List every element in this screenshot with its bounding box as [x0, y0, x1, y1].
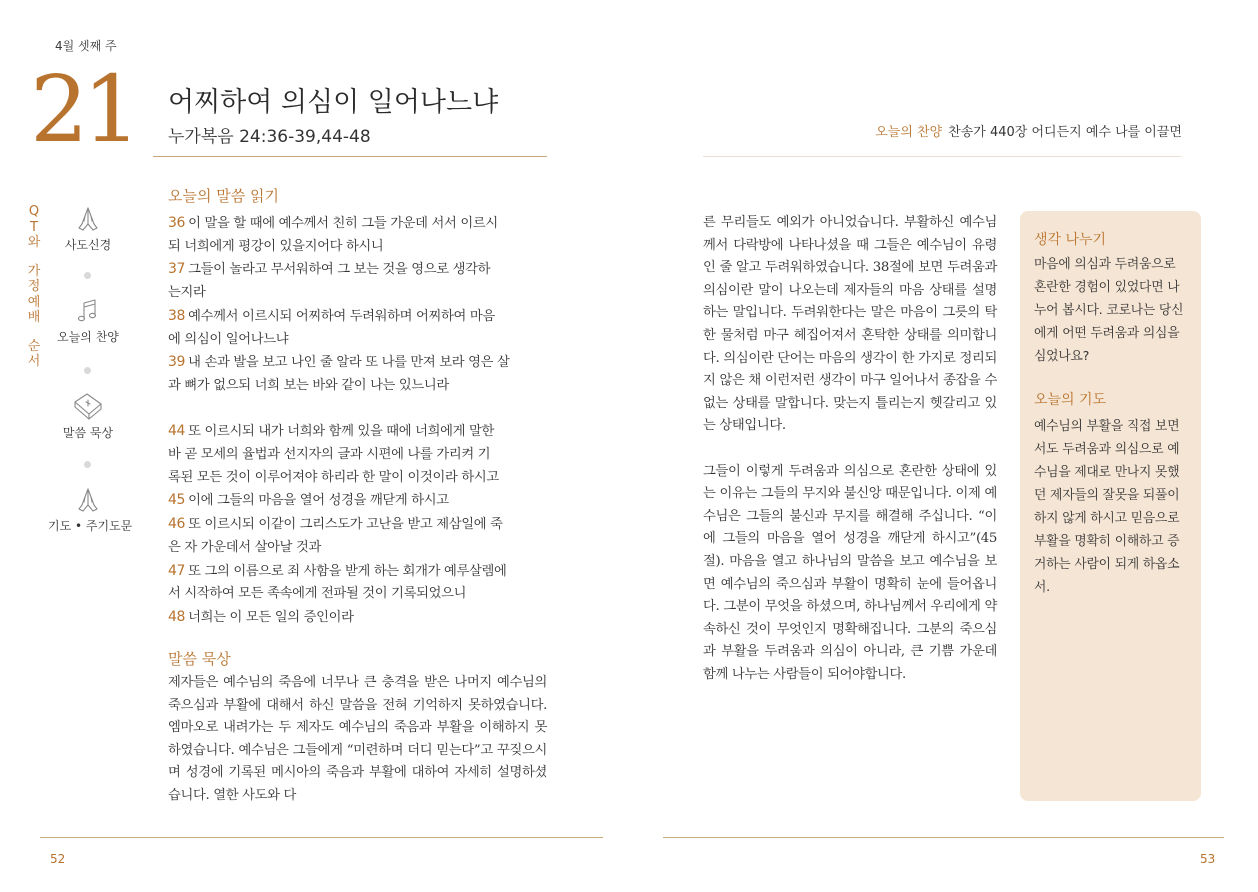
side-tab-char: Q: [28, 204, 40, 219]
verse-text: 또 이르시되 내가 너희와 함께 있을 때에 너희에게 말한 바 곧 모세의 율법과 선지자의 글과 시편에 나를 가리켜 기 록된 모든 것이 이루어져야 하리라 한 말이 이것이라 하시고: [168, 424, 499, 485]
prayer-text: 예수님의 부활을 직접 보면서도 두려움과 의심으로 예수님을 제대로 만나지 못했던 제자들의 잘못을 되풀이 하지 않게 하시고 믿음으로 부활을 명확히 이해하고 증거하는 사람이 되게 하옵소서.: [1034, 419, 1180, 595]
meditation-paragraph: 른 무리들도 예외가 아니었습니다. 부활하신 예수님께서 다락방에 나타나셨을 때 그들은 예수님이 유령인 줄 알고 두려워하였습니다. 38절에 보면 두려움과 의심이란 말이 나오는데 제자들의 마음 상태를 설명하는 말입니다. 두려워한다는 말은 마음이 그릇의 탁한 물처럼 마구 헤집어져서 혼탁한 상태를 의미합니다. 의심이란 단어는 마음의 생각이 한 가지로 정리되지 않은 채 이런저런 생각이 마구 일어나서 종잡을 수 없는 상태를 말합니다. 맞는지 틀리는지 헷갈리고 있는 상태입니다.: [703, 215, 997, 434]
praying-hands-icon: [73, 204, 103, 234]
verse-text: 그들이 놀라고 무서워하여 그 보는 것을 영으로 생각하 는지라: [168, 262, 491, 301]
meditation-text-left: 제자들은 예수님의 죽음에 너무나 큰 충격을 받은 나머지 예수님의 죽으심과 부활에 대해서 하신 말씀을 전혀 기억하지 못하였습니다. 엠마오로 내려가는 두 제자도 예수님의 죽음과 부활을 이해하지 못하였습니다. 예수님은 그들에게 “미련하며 더디 믿는다”고 꾸짖으시며 성경에 기록된 메시아의 죽음과 부활에 대하여 자세히 설명하셨습니다. 열한 사도와 다: [168, 675, 547, 803]
share-heading: 생각 나누기: [1034, 232, 1107, 248]
page-number-right: 53: [1200, 852, 1216, 866]
prayer-heading: 오늘의 기도: [1034, 392, 1107, 408]
footer-divider-right: [663, 837, 1224, 838]
verse: [168, 212, 548, 258]
nav-label: 사도신경: [64, 238, 112, 252]
praying-hands-icon: [73, 485, 103, 515]
verse-number: 37: [168, 261, 186, 278]
nav-label: 말씀 묵상: [62, 426, 114, 440]
side-tab-char: T: [30, 219, 38, 235]
side-tab-char: 정: [27, 279, 41, 294]
share-text: 마음에 의심과 두려움으로 혼란한 경험이 있었다면 나누어 봅시다. 코로나는 당신에게 어떤 두려움과 의심을 심었나요?: [1034, 257, 1184, 364]
nav-label: 오늘의 찬양: [57, 330, 119, 344]
side-tab-char: 와: [27, 235, 41, 250]
verse-number: 36: [168, 215, 186, 231]
verse-number: 48: [168, 608, 186, 625]
verse-gap: [168, 398, 548, 421]
verse: [168, 351, 548, 397]
side-tab-char: 배: [27, 310, 41, 325]
verse-text: 또 이르시되 이같이 그리스도가 고난을 받고 제삼일에 죽 은 자 가운데서 살아날 것과: [168, 517, 503, 555]
hymn-divider: [703, 156, 1181, 157]
nav-separator-dot: [84, 367, 91, 374]
verse-number: 46: [168, 516, 186, 533]
hymn-title: 찬송가 440장 어디든지 예수 나를 이끌면: [948, 125, 1182, 140]
nav-separator-dot: [84, 272, 91, 279]
verse: [168, 258, 548, 304]
verse: [168, 489, 548, 513]
verse: [168, 513, 548, 559]
verse-number: 38: [168, 307, 186, 324]
verse-number: 47: [168, 562, 186, 579]
verse-number: 44: [168, 423, 186, 440]
music-note-icon: [73, 296, 103, 326]
nav-label: 기도 • 주기도문: [48, 519, 133, 533]
reading-heading: 오늘의 말씀 읽기: [168, 187, 279, 205]
verse: [168, 420, 548, 489]
page-title: 어찌하여 의심이 일어나느냐: [168, 87, 499, 118]
meditation-heading: 말씀 묵상: [168, 650, 231, 668]
side-tab-char: 예: [27, 294, 41, 310]
title-divider: [153, 156, 547, 157]
verse-text: 또 그의 이름으로 죄 사함을 받게 하는 회개가 예루살렘에 서 시작하여 모든 족속에게 전파될 것이 기록되었으니: [168, 563, 507, 602]
nav-item-apostles-creed: [48, 204, 128, 253]
meditation-text-right: [703, 212, 997, 686]
verse-text: 내 손과 발을 보고 나인 줄 알라 또 나를 만져 보라 영은 살 과 뼈가 없으되 너희 보는 바와 같이 나는 있느니라: [168, 355, 510, 393]
verse-text: 이에 그들의 마음을 열어 성경을 깨닫게 하시고: [188, 493, 449, 509]
nav-separator-dot: [84, 461, 91, 468]
day-number: 21: [30, 56, 136, 163]
scripture-verses: [168, 212, 548, 630]
nav-item-meditation: [48, 390, 128, 441]
bible-book-icon: [71, 390, 105, 422]
side-tab-gap: [26, 326, 42, 339]
nav-item-todays-hymn: [48, 296, 128, 345]
side-tab-char: 서: [27, 354, 41, 369]
side-tab-qt-family-worship: [26, 204, 42, 370]
verse-number: 45: [168, 492, 186, 509]
verse-text: 예수께서 이르시되 어찌하여 두려워하며 어찌하여 마음 에 의심이 일어나느냐: [168, 308, 495, 347]
verse: [168, 305, 548, 351]
verse: [168, 606, 548, 630]
todays-hymn: [760, 121, 1182, 140]
verse-text: 이 말을 할 때에 예수께서 친히 그들 가운데 서서 이르시 되 너희에게 평강이 있을지어다 하시니: [168, 216, 498, 254]
verse-text: 너희는 이 모든 일의 증인이라: [188, 609, 354, 625]
scripture-reference: 누가복음 24:36-39,44-48: [168, 127, 371, 147]
side-tab-char: 순: [27, 338, 41, 354]
side-tab-gap: [26, 251, 42, 264]
verse: [168, 560, 548, 606]
footer-divider-left: [40, 837, 603, 838]
side-tab-char: 가: [27, 263, 41, 279]
meditation-paragraph: 그들이 이렇게 두려움과 의심으로 혼란한 상태에 있는 이유는 그들의 무지와 불신앙 때문입니다. 이제 예수님은 그들의 불신과 무지를 해결해 주십니다. “이에 그들의 마음을 열어 성경을 깨닫게 하시고”(45절). 마음을 열고 하나님의 말씀을 보고 예수님을 보면 예수님의 죽으심과 부활이 명확히 눈에 들어옵니다. 그분이 무엇을 하셨으며, 하나님께서 우리에게 약속하신 것이 무엇인지 명확해집니다. 그분의 죽으심과 부활을 두려움과 의심이 아니라, 큰 기쁨 가운데 함께 나누는 사람들이 되어야합니다.: [703, 463, 997, 682]
hymn-label: 오늘의 찬양: [875, 125, 943, 140]
nav-item-prayer: [48, 485, 133, 534]
page-number-left: 52: [50, 852, 66, 866]
verse-number: 39: [168, 354, 186, 371]
week-label: 4월 셋째 주: [55, 39, 117, 53]
